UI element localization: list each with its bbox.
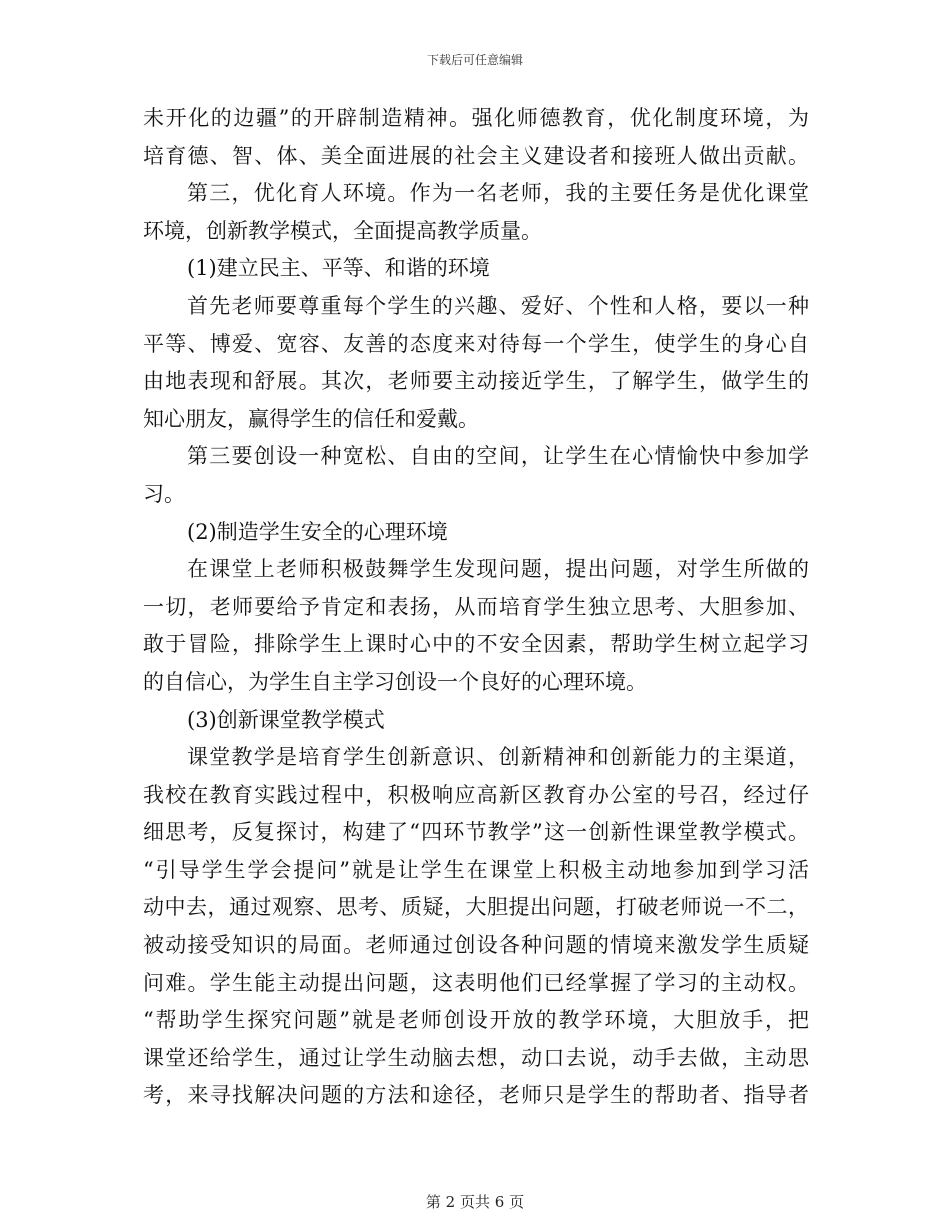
text-line: 我校在教育实践过程中，积极响应高新区教育办公室的号召，经过仔: [143, 782, 809, 807]
text-line: 动中去，通过观察、思考、质疑，大胆提出问题，打破老师说一不二，: [143, 895, 809, 920]
text-line: 首先老师要尊重每个学生的兴趣、爱好、个性和人格，要以一种: [187, 293, 809, 318]
text-line: 第三要创设一种宽松、自由的空间，让学生在心情愉快中参加学: [187, 444, 809, 469]
text-line: 培育德、智、体、美全面进展的社会主义建设者和接班人做出贡献。: [143, 143, 809, 168]
text-line: 知心朋友，赢得学生的信任和爱戴。: [143, 406, 479, 431]
text-line: 课堂还给学生，通过让学生动脑去想，动口去说，动手去做，主动思: [143, 1045, 809, 1070]
text-line: 课堂教学是培育学生创新意识、创新精神和创新能力的主渠道，: [187, 745, 809, 770]
page-number: 第 2 页共 6 页: [425, 1193, 525, 1211]
text-line: 的自信心，为学生自主学习创设一个良好的心理环境。: [143, 669, 647, 694]
text-line: (2)制造学生安全的心理环境: [187, 519, 448, 544]
document-body: [143, 100, 809, 1115]
text-line: 被动接受知识的局面。老师通过创设各种问题的情境来激发学生质疑: [143, 933, 809, 958]
text-line: 平等、博爱、宽容、友善的态度来对待每一个学生，使学生的身心自: [143, 331, 809, 356]
text-line: 未开化的边疆”的开辟制造精神。强化师德教育，优化制度环境，为: [143, 106, 809, 130]
text-line: “引导学生学会提问”就是让学生在课堂上积极主动地参加到学习活: [143, 857, 809, 882]
page-footer: [0, 1192, 950, 1212]
page-header: [0, 52, 950, 68]
text-line: (3)创新课堂教学模式: [187, 707, 385, 732]
text-line: 考，来寻找解决问题的方法和途径，老师只是学生的帮助者、指导者: [143, 1083, 809, 1108]
text-line: 习。: [143, 481, 185, 506]
text-line: 一切，老师要给予肯定和表扬，从而培育学生独立思考、大胆参加、: [143, 594, 809, 619]
text-line: 由地表现和舒展。其次，老师要主动接近学生，了解学生，做学生的: [143, 369, 809, 394]
text-line: 问难。学生能主动提出问题，这表明他们已经掌握了学习的主动权。: [143, 970, 809, 995]
text-line: “帮助学生探究问题”就是老师创设开放的教学环境，大胆放手，把: [143, 1008, 809, 1033]
text-line: 敢于冒险，排除学生上课时心中的不安全因素，帮助学生树立起学习: [143, 632, 809, 657]
header-note: 下载后可任意编辑: [426, 53, 523, 67]
text-line: 细思考，反复探讨，构建了“四环节教学”这一创新性课堂教学模式。: [143, 820, 809, 845]
text-line: 第三，优化育人环境。作为一名老师，我的主要任务是优化课堂: [187, 181, 809, 206]
text-line: 在课堂上老师积极鼓舞学生发现问题，提出问题，对学生所做的: [187, 557, 809, 582]
text-line: (1)建立民主、平等、和谐的环境: [187, 256, 490, 281]
text-line: 环境，创新教学模式，全面提高教学质量。: [143, 218, 542, 243]
